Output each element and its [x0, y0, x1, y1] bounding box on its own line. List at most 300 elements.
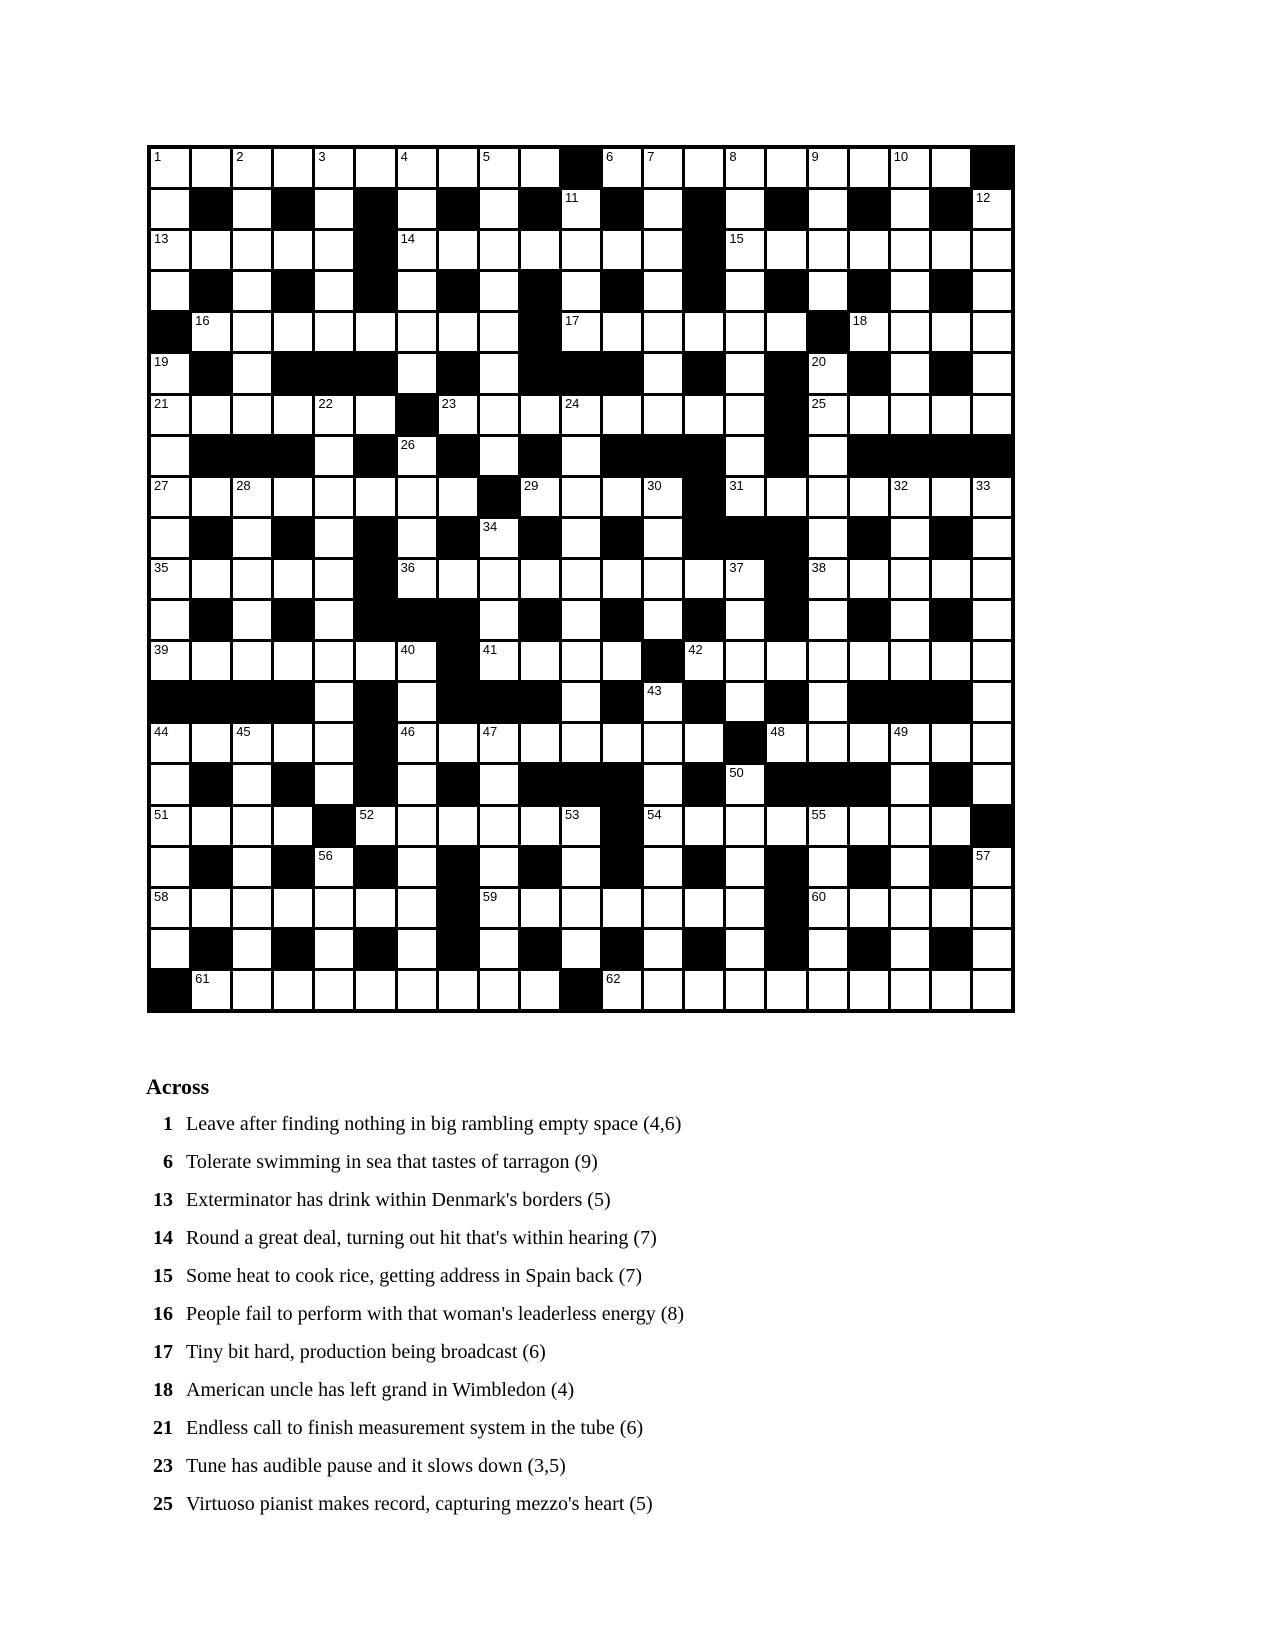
white-cell[interactable] — [233, 807, 271, 845]
white-cell[interactable] — [603, 313, 641, 351]
white-cell[interactable] — [398, 272, 436, 310]
white-cell[interactable] — [274, 231, 312, 269]
white-cell[interactable] — [398, 765, 436, 803]
white-cell[interactable] — [685, 560, 723, 598]
white-cell[interactable] — [644, 478, 682, 516]
white-cell[interactable] — [973, 313, 1011, 351]
white-cell[interactable] — [809, 519, 847, 557]
white-cell[interactable] — [891, 396, 929, 434]
white-cell[interactable] — [233, 272, 271, 310]
white-cell[interactable] — [850, 971, 888, 1009]
white-cell[interactable] — [809, 930, 847, 968]
white-cell[interactable] — [151, 437, 189, 475]
white-cell[interactable] — [644, 683, 682, 721]
white-cell[interactable] — [192, 889, 230, 927]
white-cell[interactable] — [233, 354, 271, 392]
white-cell[interactable] — [891, 642, 929, 680]
white-cell[interactable] — [562, 478, 600, 516]
white-cell[interactable] — [726, 683, 764, 721]
white-cell[interactable] — [398, 354, 436, 392]
white-cell[interactable] — [603, 724, 641, 762]
white-cell[interactable] — [850, 396, 888, 434]
white-cell[interactable] — [233, 642, 271, 680]
white-cell[interactable] — [521, 889, 559, 927]
white-cell[interactable] — [562, 437, 600, 475]
white-cell[interactable] — [562, 190, 600, 228]
white-cell[interactable] — [891, 724, 929, 762]
white-cell[interactable] — [644, 889, 682, 927]
white-cell[interactable] — [398, 930, 436, 968]
white-cell[interactable] — [192, 971, 230, 1009]
white-cell[interactable] — [932, 396, 970, 434]
white-cell[interactable] — [562, 519, 600, 557]
white-cell[interactable] — [809, 971, 847, 1009]
white-cell[interactable] — [439, 807, 477, 845]
white-cell[interactable] — [809, 149, 847, 187]
white-cell[interactable] — [315, 642, 353, 680]
white-cell[interactable] — [685, 313, 723, 351]
white-cell[interactable] — [315, 313, 353, 351]
white-cell[interactable] — [973, 889, 1011, 927]
white-cell[interactable] — [850, 724, 888, 762]
white-cell[interactable] — [973, 478, 1011, 516]
white-cell[interactable] — [480, 396, 518, 434]
white-cell[interactable] — [685, 724, 723, 762]
white-cell[interactable] — [809, 437, 847, 475]
white-cell[interactable] — [151, 231, 189, 269]
white-cell[interactable] — [233, 149, 271, 187]
white-cell[interactable] — [398, 478, 436, 516]
white-cell[interactable] — [767, 724, 805, 762]
white-cell[interactable] — [398, 190, 436, 228]
white-cell[interactable] — [767, 807, 805, 845]
white-cell[interactable] — [850, 889, 888, 927]
white-cell[interactable] — [315, 437, 353, 475]
white-cell[interactable] — [726, 765, 764, 803]
white-cell[interactable] — [521, 642, 559, 680]
white-cell[interactable] — [356, 478, 394, 516]
white-cell[interactable] — [521, 149, 559, 187]
white-cell[interactable] — [932, 971, 970, 1009]
white-cell[interactable] — [480, 437, 518, 475]
white-cell[interactable] — [315, 560, 353, 598]
white-cell[interactable] — [685, 971, 723, 1009]
white-cell[interactable] — [439, 313, 477, 351]
white-cell[interactable] — [726, 190, 764, 228]
white-cell[interactable] — [726, 889, 764, 927]
white-cell[interactable] — [439, 149, 477, 187]
white-cell[interactable] — [850, 807, 888, 845]
white-cell[interactable] — [932, 231, 970, 269]
white-cell[interactable] — [315, 724, 353, 762]
white-cell[interactable] — [603, 560, 641, 598]
white-cell[interactable] — [891, 149, 929, 187]
white-cell[interactable] — [151, 601, 189, 639]
white-cell[interactable] — [973, 683, 1011, 721]
white-cell[interactable] — [151, 396, 189, 434]
white-cell[interactable] — [315, 396, 353, 434]
white-cell[interactable] — [151, 354, 189, 392]
white-cell[interactable] — [726, 354, 764, 392]
white-cell[interactable] — [480, 765, 518, 803]
white-cell[interactable] — [562, 313, 600, 351]
white-cell[interactable] — [973, 560, 1011, 598]
white-cell[interactable] — [973, 848, 1011, 886]
white-cell[interactable] — [480, 930, 518, 968]
white-cell[interactable] — [809, 601, 847, 639]
white-cell[interactable] — [274, 642, 312, 680]
white-cell[interactable] — [562, 272, 600, 310]
white-cell[interactable] — [480, 519, 518, 557]
white-cell[interactable] — [233, 930, 271, 968]
white-cell[interactable] — [891, 190, 929, 228]
white-cell[interactable] — [274, 560, 312, 598]
white-cell[interactable] — [562, 930, 600, 968]
white-cell[interactable] — [973, 601, 1011, 639]
white-cell[interactable] — [233, 765, 271, 803]
white-cell[interactable] — [480, 272, 518, 310]
white-cell[interactable] — [767, 642, 805, 680]
white-cell[interactable] — [398, 231, 436, 269]
white-cell[interactable] — [891, 231, 929, 269]
white-cell[interactable] — [192, 560, 230, 598]
white-cell[interactable] — [233, 396, 271, 434]
white-cell[interactable] — [398, 848, 436, 886]
white-cell[interactable] — [439, 971, 477, 1009]
white-cell[interactable] — [562, 848, 600, 886]
white-cell[interactable] — [891, 560, 929, 598]
white-cell[interactable] — [192, 396, 230, 434]
white-cell[interactable] — [767, 478, 805, 516]
white-cell[interactable] — [809, 231, 847, 269]
white-cell[interactable] — [809, 396, 847, 434]
white-cell[interactable] — [274, 313, 312, 351]
white-cell[interactable] — [480, 231, 518, 269]
white-cell[interactable] — [644, 971, 682, 1009]
white-cell[interactable] — [356, 396, 394, 434]
white-cell[interactable] — [398, 313, 436, 351]
white-cell[interactable] — [932, 149, 970, 187]
white-cell[interactable] — [603, 231, 641, 269]
white-cell[interactable] — [562, 396, 600, 434]
white-cell[interactable] — [891, 354, 929, 392]
white-cell[interactable] — [398, 889, 436, 927]
white-cell[interactable] — [480, 560, 518, 598]
white-cell[interactable] — [932, 478, 970, 516]
white-cell[interactable] — [480, 642, 518, 680]
white-cell[interactable] — [398, 437, 436, 475]
white-cell[interactable] — [644, 601, 682, 639]
white-cell[interactable] — [726, 971, 764, 1009]
white-cell[interactable] — [151, 724, 189, 762]
white-cell[interactable] — [891, 765, 929, 803]
white-cell[interactable] — [973, 272, 1011, 310]
white-cell[interactable] — [356, 642, 394, 680]
white-cell[interactable] — [480, 313, 518, 351]
white-cell[interactable] — [891, 601, 929, 639]
white-cell[interactable] — [233, 971, 271, 1009]
white-cell[interactable] — [809, 478, 847, 516]
white-cell[interactable] — [685, 149, 723, 187]
white-cell[interactable] — [274, 971, 312, 1009]
white-cell[interactable] — [932, 313, 970, 351]
white-cell[interactable] — [603, 889, 641, 927]
white-cell[interactable] — [315, 519, 353, 557]
white-cell[interactable] — [644, 313, 682, 351]
white-cell[interactable] — [562, 683, 600, 721]
white-cell[interactable] — [151, 519, 189, 557]
white-cell[interactable] — [644, 354, 682, 392]
white-cell[interactable] — [809, 560, 847, 598]
white-cell[interactable] — [973, 231, 1011, 269]
white-cell[interactable] — [644, 765, 682, 803]
white-cell[interactable] — [891, 272, 929, 310]
white-cell[interactable] — [521, 971, 559, 1009]
white-cell[interactable] — [274, 724, 312, 762]
white-cell[interactable] — [644, 396, 682, 434]
white-cell[interactable] — [151, 930, 189, 968]
white-cell[interactable] — [767, 313, 805, 351]
white-cell[interactable] — [891, 519, 929, 557]
white-cell[interactable] — [398, 807, 436, 845]
white-cell[interactable] — [439, 478, 477, 516]
white-cell[interactable] — [891, 848, 929, 886]
white-cell[interactable] — [274, 396, 312, 434]
white-cell[interactable] — [151, 807, 189, 845]
white-cell[interactable] — [932, 889, 970, 927]
white-cell[interactable] — [891, 807, 929, 845]
white-cell[interactable] — [809, 272, 847, 310]
white-cell[interactable] — [644, 560, 682, 598]
white-cell[interactable] — [850, 642, 888, 680]
white-cell[interactable] — [151, 889, 189, 927]
white-cell[interactable] — [685, 889, 723, 927]
white-cell[interactable] — [932, 560, 970, 598]
white-cell[interactable] — [192, 724, 230, 762]
white-cell[interactable] — [274, 807, 312, 845]
white-cell[interactable] — [726, 807, 764, 845]
white-cell[interactable] — [726, 396, 764, 434]
white-cell[interactable] — [192, 231, 230, 269]
white-cell[interactable] — [973, 642, 1011, 680]
white-cell[interactable] — [809, 354, 847, 392]
white-cell[interactable] — [356, 889, 394, 927]
white-cell[interactable] — [151, 560, 189, 598]
white-cell[interactable] — [973, 190, 1011, 228]
white-cell[interactable] — [809, 190, 847, 228]
white-cell[interactable] — [151, 272, 189, 310]
white-cell[interactable] — [685, 396, 723, 434]
white-cell[interactable] — [521, 231, 559, 269]
white-cell[interactable] — [315, 190, 353, 228]
white-cell[interactable] — [192, 807, 230, 845]
white-cell[interactable] — [398, 971, 436, 1009]
white-cell[interactable] — [809, 889, 847, 927]
white-cell[interactable] — [891, 478, 929, 516]
white-cell[interactable] — [192, 313, 230, 351]
white-cell[interactable] — [726, 231, 764, 269]
white-cell[interactable] — [809, 683, 847, 721]
white-cell[interactable] — [315, 683, 353, 721]
white-cell[interactable] — [562, 724, 600, 762]
white-cell[interactable] — [603, 396, 641, 434]
white-cell[interactable] — [603, 971, 641, 1009]
white-cell[interactable] — [562, 642, 600, 680]
white-cell[interactable] — [644, 190, 682, 228]
white-cell[interactable] — [480, 190, 518, 228]
white-cell[interactable] — [644, 930, 682, 968]
white-cell[interactable] — [726, 437, 764, 475]
white-cell[interactable] — [603, 149, 641, 187]
white-cell[interactable] — [151, 190, 189, 228]
white-cell[interactable] — [233, 313, 271, 351]
white-cell[interactable] — [685, 642, 723, 680]
white-cell[interactable] — [233, 231, 271, 269]
white-cell[interactable] — [439, 724, 477, 762]
white-cell[interactable] — [398, 560, 436, 598]
white-cell[interactable] — [480, 149, 518, 187]
white-cell[interactable] — [151, 765, 189, 803]
white-cell[interactable] — [356, 313, 394, 351]
white-cell[interactable] — [521, 724, 559, 762]
white-cell[interactable] — [480, 889, 518, 927]
white-cell[interactable] — [439, 396, 477, 434]
white-cell[interactable] — [233, 889, 271, 927]
white-cell[interactable] — [521, 396, 559, 434]
white-cell[interactable] — [850, 560, 888, 598]
white-cell[interactable] — [809, 642, 847, 680]
white-cell[interactable] — [315, 848, 353, 886]
white-cell[interactable] — [562, 889, 600, 927]
white-cell[interactable] — [315, 272, 353, 310]
white-cell[interactable] — [603, 642, 641, 680]
white-cell[interactable] — [891, 930, 929, 968]
white-cell[interactable] — [398, 724, 436, 762]
white-cell[interactable] — [315, 478, 353, 516]
white-cell[interactable] — [644, 272, 682, 310]
white-cell[interactable] — [315, 971, 353, 1009]
white-cell[interactable] — [603, 478, 641, 516]
white-cell[interactable] — [480, 971, 518, 1009]
white-cell[interactable] — [521, 478, 559, 516]
white-cell[interactable] — [973, 354, 1011, 392]
white-cell[interactable] — [767, 231, 805, 269]
white-cell[interactable] — [274, 149, 312, 187]
white-cell[interactable] — [439, 231, 477, 269]
white-cell[interactable] — [315, 765, 353, 803]
white-cell[interactable] — [644, 519, 682, 557]
white-cell[interactable] — [644, 231, 682, 269]
white-cell[interactable] — [233, 190, 271, 228]
white-cell[interactable] — [973, 519, 1011, 557]
white-cell[interactable] — [480, 601, 518, 639]
white-cell[interactable] — [932, 642, 970, 680]
white-cell[interactable] — [233, 848, 271, 886]
white-cell[interactable] — [480, 848, 518, 886]
white-cell[interactable] — [644, 848, 682, 886]
white-cell[interactable] — [973, 971, 1011, 1009]
white-cell[interactable] — [151, 848, 189, 886]
white-cell[interactable] — [233, 478, 271, 516]
white-cell[interactable] — [973, 724, 1011, 762]
white-cell[interactable] — [315, 149, 353, 187]
white-cell[interactable] — [233, 519, 271, 557]
white-cell[interactable] — [315, 889, 353, 927]
white-cell[interactable] — [726, 930, 764, 968]
white-cell[interactable] — [562, 601, 600, 639]
white-cell[interactable] — [192, 149, 230, 187]
white-cell[interactable] — [850, 313, 888, 351]
white-cell[interactable] — [439, 560, 477, 598]
white-cell[interactable] — [685, 807, 723, 845]
white-cell[interactable] — [398, 519, 436, 557]
white-cell[interactable] — [562, 231, 600, 269]
white-cell[interactable] — [356, 971, 394, 1009]
white-cell[interactable] — [726, 642, 764, 680]
white-cell[interactable] — [151, 149, 189, 187]
white-cell[interactable] — [315, 231, 353, 269]
white-cell[interactable] — [850, 478, 888, 516]
white-cell[interactable] — [850, 149, 888, 187]
white-cell[interactable] — [233, 560, 271, 598]
white-cell[interactable] — [521, 807, 559, 845]
white-cell[interactable] — [891, 971, 929, 1009]
white-cell[interactable] — [891, 889, 929, 927]
white-cell[interactable] — [850, 231, 888, 269]
white-cell[interactable] — [233, 724, 271, 762]
white-cell[interactable] — [644, 149, 682, 187]
white-cell[interactable] — [932, 724, 970, 762]
white-cell[interactable] — [398, 149, 436, 187]
white-cell[interactable] — [932, 807, 970, 845]
white-cell[interactable] — [973, 396, 1011, 434]
white-cell[interactable] — [233, 601, 271, 639]
white-cell[interactable] — [767, 971, 805, 1009]
white-cell[interactable] — [480, 354, 518, 392]
white-cell[interactable] — [356, 807, 394, 845]
white-cell[interactable] — [809, 807, 847, 845]
white-cell[interactable] — [809, 724, 847, 762]
white-cell[interactable] — [562, 560, 600, 598]
white-cell[interactable] — [767, 149, 805, 187]
white-cell[interactable] — [726, 149, 764, 187]
white-cell[interactable] — [192, 478, 230, 516]
white-cell[interactable] — [973, 930, 1011, 968]
white-cell[interactable] — [973, 765, 1011, 803]
white-cell[interactable] — [726, 560, 764, 598]
white-cell[interactable] — [480, 724, 518, 762]
white-cell[interactable] — [644, 724, 682, 762]
white-cell[interactable] — [726, 848, 764, 886]
white-cell[interactable] — [274, 889, 312, 927]
white-cell[interactable] — [315, 930, 353, 968]
white-cell[interactable] — [562, 807, 600, 845]
white-cell[interactable] — [726, 601, 764, 639]
white-cell[interactable] — [398, 683, 436, 721]
white-cell[interactable] — [726, 478, 764, 516]
white-cell[interactable] — [151, 642, 189, 680]
white-cell[interactable] — [480, 807, 518, 845]
white-cell[interactable] — [644, 807, 682, 845]
white-cell[interactable] — [891, 313, 929, 351]
white-cell[interactable] — [398, 642, 436, 680]
white-cell[interactable] — [809, 848, 847, 886]
white-cell[interactable] — [151, 478, 189, 516]
white-cell[interactable] — [274, 478, 312, 516]
white-cell[interactable] — [315, 601, 353, 639]
white-cell[interactable] — [726, 313, 764, 351]
white-cell[interactable] — [726, 272, 764, 310]
